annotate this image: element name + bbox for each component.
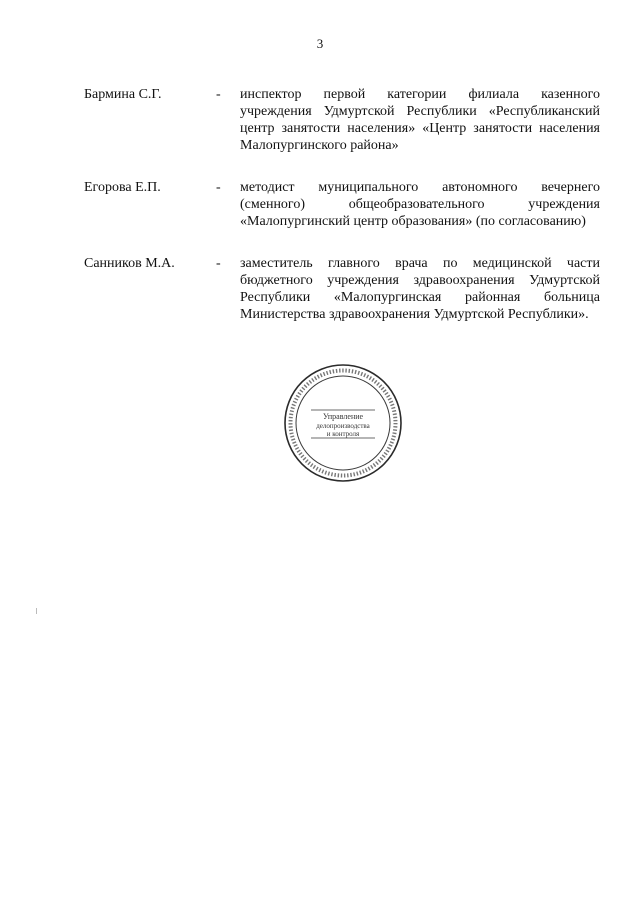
official-seal-stamp bbox=[282, 362, 404, 484]
member-row bbox=[84, 86, 600, 154]
member-dash: - bbox=[216, 256, 221, 271]
member-position: методист муниципального автономного вечернего (сменного) общеобразовательного учреждения «Малопургинский центр образования» (по согласованию) bbox=[240, 180, 600, 229]
margin-mark bbox=[36, 608, 37, 614]
member-position: заместитель главного врача по медицинской части бюджетного учреждения здравоохранения Удмуртской Республики «Малопургинская районная больница Министерства здравоохранения Удмуртской Республики». bbox=[240, 256, 600, 322]
member-position: инспектор первой категории филиала казенного учреждения Удмуртской Республики «Республиканский центр занятости населения» «Центр занятости населения Малопургинского района» bbox=[240, 87, 600, 153]
member-row bbox=[84, 179, 600, 230]
member-name: Бармина С.Г. bbox=[84, 87, 162, 102]
member-dash: - bbox=[216, 180, 221, 195]
seal-center-line-1: Управление bbox=[322, 412, 364, 421]
member-name: Егорова Е.П. bbox=[84, 180, 161, 195]
page-number: 3 bbox=[316, 36, 324, 51]
seal-center-line-3: и контроля bbox=[326, 430, 360, 438]
member-name: Санников М.А. bbox=[84, 256, 175, 271]
member-dash: - bbox=[216, 87, 221, 102]
member-row bbox=[84, 255, 600, 323]
members-list bbox=[84, 86, 600, 348]
seal-center-line-2: делопроизводства bbox=[316, 422, 370, 430]
